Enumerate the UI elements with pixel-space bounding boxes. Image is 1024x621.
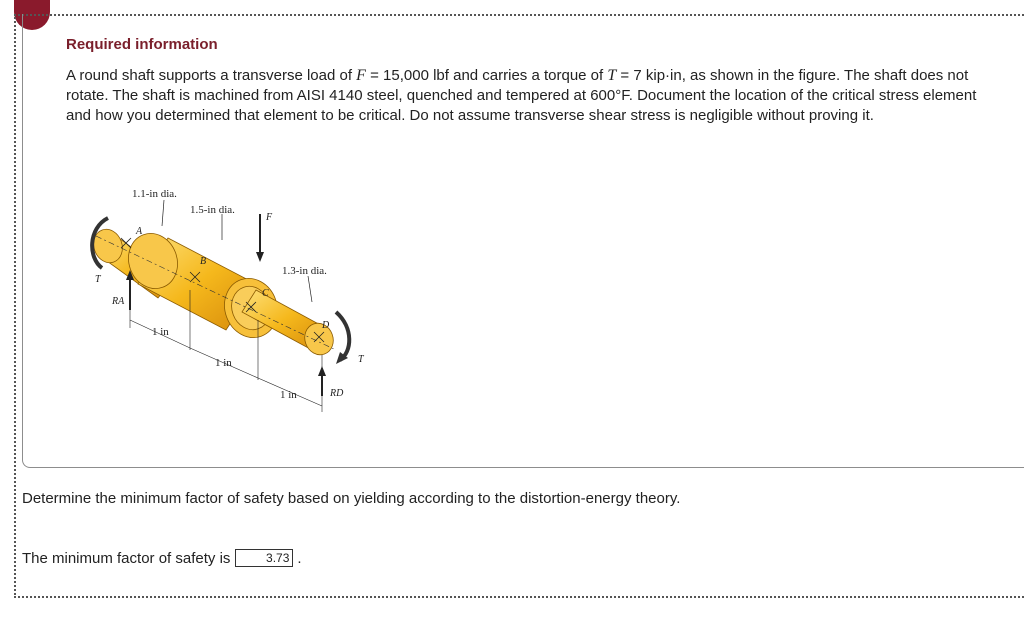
problem-statement: A round shaft supports a transverse load of F = 15,000 lbf and carries a torque of T = 7 kip·in, as shown in the figure. The shaft does not rotate. The shaft is machined from AISI 4140 steel, quenched and tempered at 600°F. Document the location of the critical stress element and how you determined that element to be critical. Do not assume transverse shear stress is negligible without proving it. bbox=[66, 67, 977, 124]
span-label-2: 1 in bbox=[215, 357, 232, 369]
span-label-3: 1 in bbox=[280, 389, 297, 401]
point-a-label: A bbox=[136, 226, 143, 237]
point-b-label: B bbox=[200, 256, 207, 267]
required-info-heading: Required information bbox=[66, 36, 218, 53]
span-label-1: 1 in bbox=[152, 326, 169, 338]
answer-row bbox=[22, 549, 302, 567]
dia-label-c: 1.3-in dia. bbox=[282, 265, 327, 277]
reaction-d-label: RD bbox=[330, 388, 344, 399]
answer-input[interactable]: 3.73 bbox=[235, 549, 293, 567]
point-c-label: C bbox=[262, 288, 269, 299]
shaft-figure bbox=[86, 180, 376, 420]
force-label: F bbox=[266, 212, 273, 223]
dia-label-b: 1.5-in dia. bbox=[190, 204, 235, 216]
answer-suffix: . bbox=[297, 549, 302, 567]
torque-right-arrow bbox=[336, 312, 349, 360]
point-d-label: D bbox=[322, 320, 330, 331]
torque-left-label: T bbox=[95, 274, 101, 285]
answer-label: The minimum factor of safety is bbox=[22, 549, 231, 567]
torque-right-label: T bbox=[358, 354, 364, 365]
question-text: Determine the minimum factor of safety based on yielding according to the distortion-energy theory. bbox=[22, 490, 681, 507]
dia-label-a: 1.1-in dia. bbox=[132, 188, 177, 200]
reaction-a-label: RA bbox=[112, 296, 125, 307]
